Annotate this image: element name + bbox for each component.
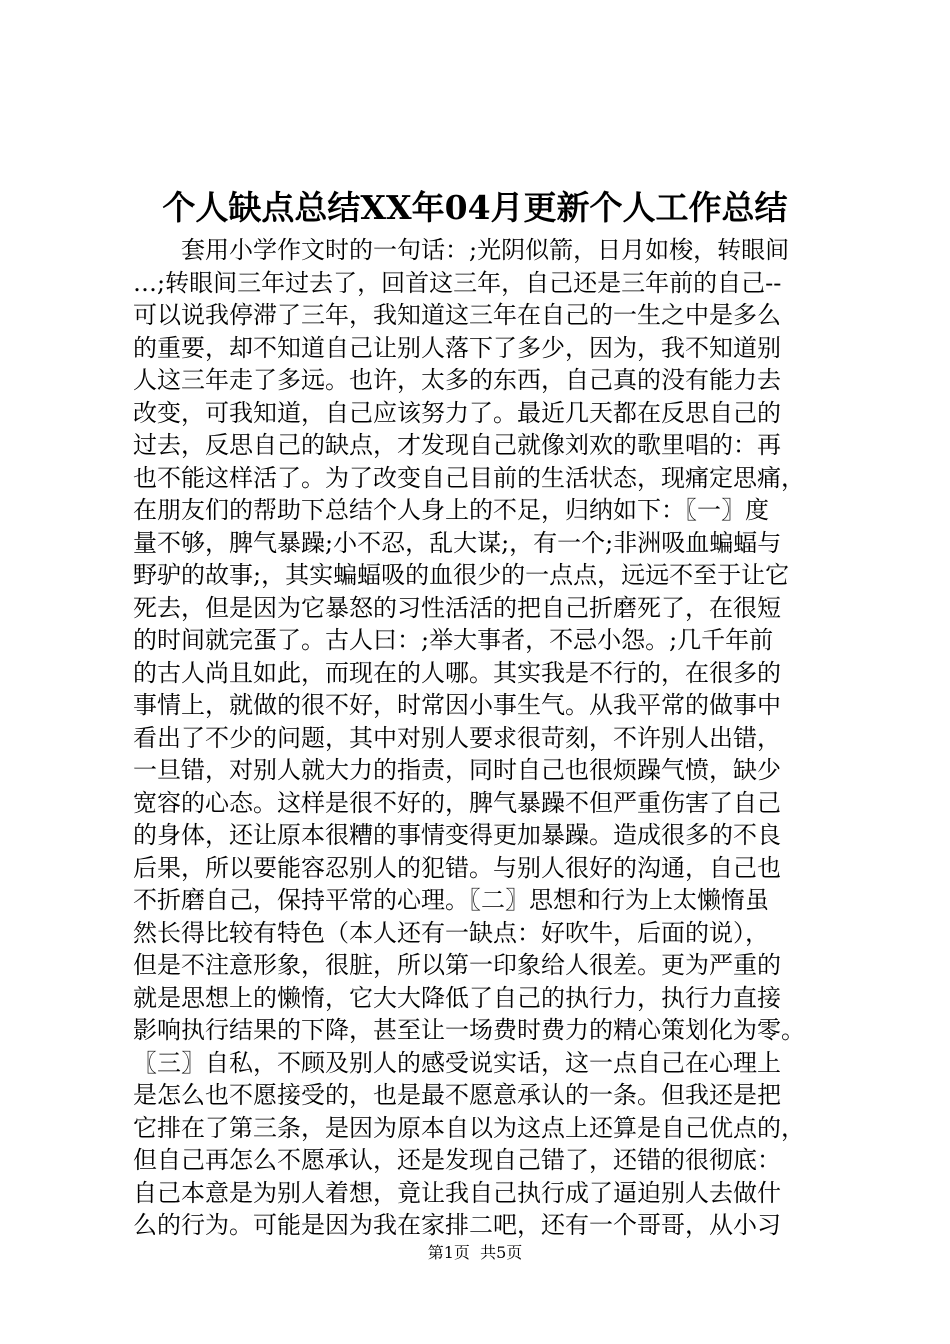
body-line: 后果，所以要能容忍别人的犯错。与别人很好的沟通，自己也	[133, 853, 781, 882]
body-line: 一旦错，对别人就大力的指责，同时自己也很烦躁气愤，缺少	[133, 756, 781, 784]
body-line: 套用小学作文时的一句话：;光阴似箭，日月如梭，转眼间	[133, 236, 790, 264]
page-total: 共5页	[480, 1243, 523, 1262]
body-line: 但自己再怎么不愿承认，还是发现自己错了，还错的很彻底：	[133, 1146, 781, 1174]
body-line: 的时间就完蛋了。古人曰：;举大事者，不忌小怨。;几千年前	[133, 626, 774, 654]
body-line: 也不能这样活了。为了改变自己目前的生活状态，现痛定思痛，	[133, 463, 805, 492]
body-line: 看出了不少的问题，其中对别人要求很苛刻，不许别人出错，	[133, 723, 781, 752]
body-line: 改变，可我知道，自己应该努力了。最近几天都在反思自己的	[133, 398, 781, 427]
body-line: 自己本意是为别人着想，竟让我自己执行成了逼迫别人去做什	[133, 1178, 781, 1207]
body-line: 就是思想上的懒惰，它大大降低了自己的执行力，执行力直接	[133, 983, 781, 1012]
body-line: 事情上，就做的很不好，时常因小事生气。从我平常的做事中	[133, 691, 781, 719]
body-line: 量不够，脾气暴躁;小不忍，乱大谋;，有一个;非洲吸血蝙蝠与	[133, 528, 782, 557]
body-line: 野驴的故事;，其实蝙蝠吸的血很少的一点点，远远不至于让它	[133, 561, 790, 589]
body-line: 么的行为。可能是因为我在家排二吧，还有一个哥哥，从小习	[133, 1211, 781, 1239]
document-title: 个人缺点总结XX年04月更新个人工作总结	[162, 188, 788, 227]
body-line: 的重要，却不知道自己让别人落下了多少，因为，我不知道别	[133, 333, 781, 362]
body-line: 影响执行结果的下降，甚至让一场费时费力的精心策划化为零。	[133, 1016, 805, 1044]
page-footer	[0, 1243, 950, 1263]
body-line: 可以说我停滞了三年，我知道这三年在自己的一生之中是多么	[133, 301, 781, 329]
body-line: 宽容的心态。这样是很不好的，脾气暴躁不但严重伤害了自己	[133, 788, 781, 817]
body-line: …;转眼间三年过去了，回首这三年，自己还是三年前的自己--	[133, 268, 782, 297]
body-line: 过去，反思自己的缺点，才发现自己就像刘欢的歌里唱的：再	[133, 431, 781, 459]
body-line: 然长得比较有特色（本人还有一缺点：好吹牛，后面的说），	[133, 918, 769, 947]
body-line: 在朋友们的帮助下总结个人身上的不足，归纳如下：〖一〗度	[133, 496, 769, 524]
body-line: 的古人尚且如此，而现在的人哪。其实我是不行的，在很多的	[133, 658, 781, 687]
page-number: 第1页	[427, 1243, 470, 1262]
body-line: 的身体，还让原本很糟的事情变得更加暴躁。造成很多的不良	[133, 821, 781, 849]
body-line: 〖三〗自私，不顾及别人的感受说实话，这一点自己在心理上	[133, 1048, 781, 1077]
document-body	[133, 234, 843, 1242]
body-line: 是怎么也不愿接受的，也是最不愿意承认的一条。但我还是把	[133, 1081, 781, 1109]
body-line: 不折磨自己，保持平常的心理。〖二〗思想和行为上太懒惰虽	[133, 886, 769, 914]
body-line: 死去，但是因为它暴怒的习性活活的把自己折磨死了，在很短	[133, 593, 781, 622]
body-line: 它排在了第三条，是因为原本自以为这点上还算是自己优点的，	[133, 1113, 805, 1142]
body-line: 人这三年走了多远。也许，太多的东西，自己真的没有能力去	[133, 366, 781, 394]
body-line: 但是不注意形象，很脏，所以第一印象给人很差。更为严重的	[133, 951, 781, 979]
